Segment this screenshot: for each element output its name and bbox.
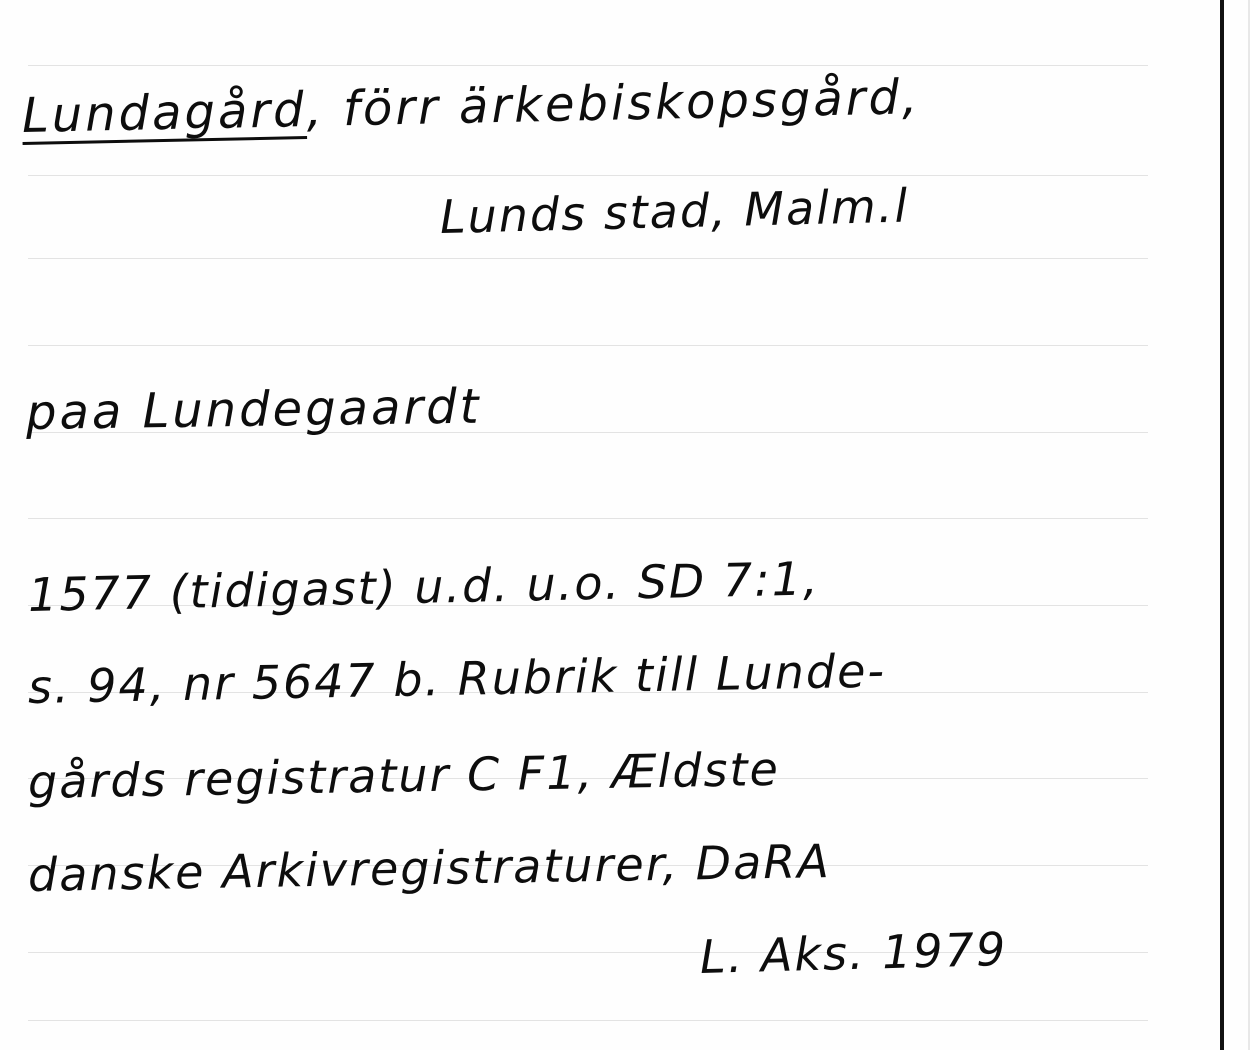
card-right-edge-rule (1220, 0, 1224, 1050)
body-line-4: danske Arkivregistraturer, DaRA (27, 833, 832, 902)
ruling-line (28, 65, 1148, 66)
ruling-line (28, 175, 1148, 176)
ruling-line (28, 518, 1148, 519)
body-line-2: s. 94, nr 5647 b. Rubrik till Lunde- (27, 643, 887, 714)
body-line-1: 1577 (tidigast) u.d. u.o. SD 7:1, (27, 551, 821, 622)
ruling-line (28, 258, 1148, 259)
subject-text: paa Lundegaardt (25, 378, 482, 441)
card-heading-line-1 (21, 69, 920, 144)
card-heading-line-2: Lunds stad, Malm.l (439, 178, 910, 244)
signature-line: L. Aks. 1979 (699, 921, 1008, 984)
body-line-3: gårds registratur C F1, Ældste (27, 741, 781, 809)
ruling-line (28, 345, 1148, 346)
heading-keyword: Lundagård (21, 82, 308, 144)
ruling-line (28, 1020, 1148, 1021)
heading-remainder: , förr ärkebiskopsgård, (305, 69, 921, 139)
subject-line (26, 379, 482, 441)
